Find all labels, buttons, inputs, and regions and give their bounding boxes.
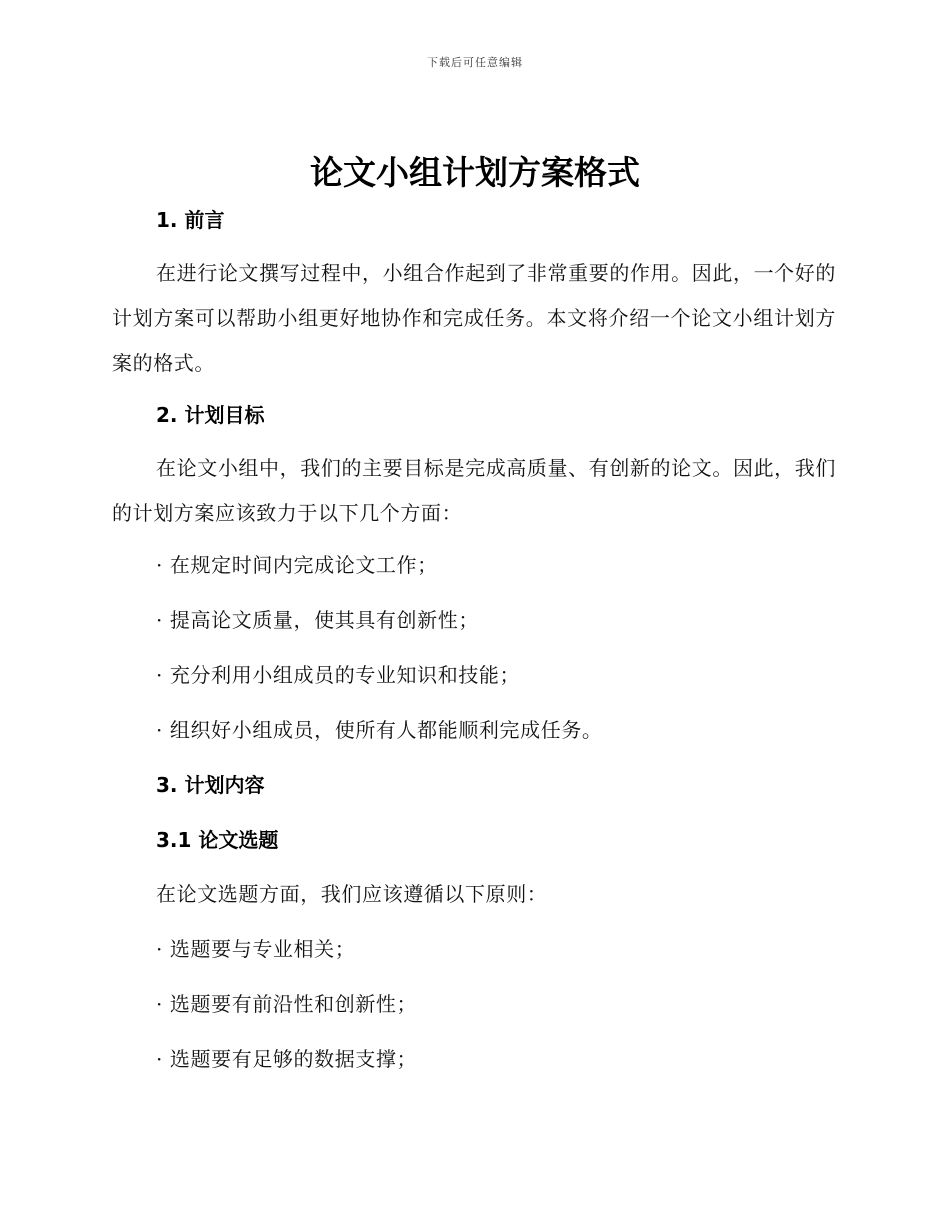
document-title: 论文小组计划方案格式 [310,153,640,192]
heading-goal: 2. 计划目标 [156,403,265,427]
list-item-topic-3: · 选题要有足够的数据支撑； [156,1047,418,1071]
paragraph-topic-intro: 在论文选题方面，我们应该遵循以下原则： [156,882,548,906]
heading-intro: 1. 前言 [156,208,225,232]
heading-content: 3. 计划内容 [156,773,265,797]
header-note: 下载后可任意编辑 [427,56,523,69]
list-item-goal-3: · 充分利用小组成员的专业知识和技能； [156,663,521,687]
list-item-topic-1: · 选题要与专业相关； [156,937,356,961]
heading-topic: 3.1 论文选题 [156,828,279,852]
paragraph-intro: 在进行论文撰写过程中，小组合作起到了非常重要的作用。因此，一个好的计划方案可以帮助小组更好地协作和完成任务。本文将介绍一个论文小组计划方案的格式。 [112,261,836,375]
paragraph-goal: 在论文小组中，我们的主要目标是完成高质量、有创新的论文。因此，我们的计划方案应该致力于以下几个方面： [112,456,836,525]
list-item-goal-2: · 提高论文质量，使其具有创新性； [156,608,479,632]
list-item-topic-2: · 选题要有前沿性和创新性； [156,992,418,1016]
list-item-goal-1: · 在规定时间内完成论文工作； [156,553,438,577]
list-item-goal-4: · 组织好小组成员，使所有人都能顺利完成任务。 [156,718,603,742]
